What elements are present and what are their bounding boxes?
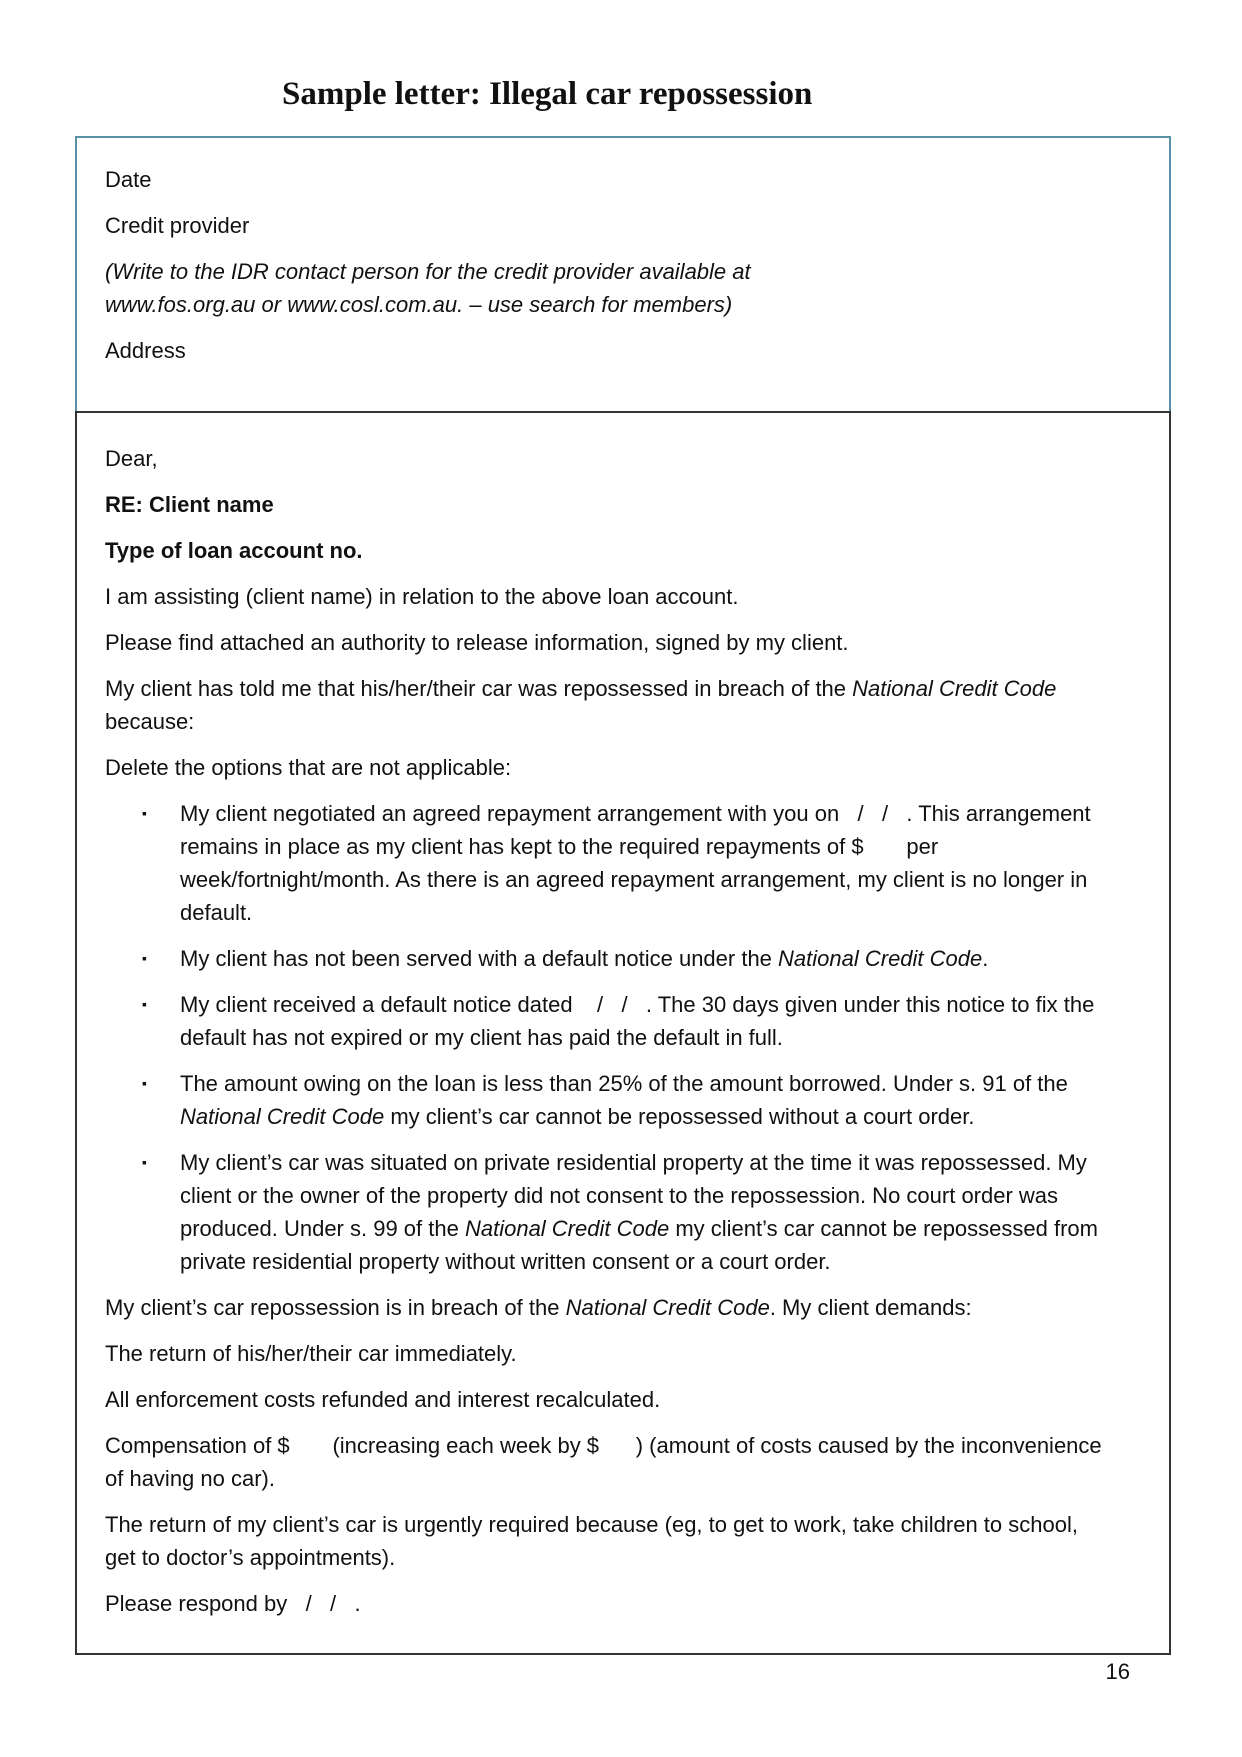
date-line: Date: [105, 167, 152, 192]
code-reference: National Credit Code: [565, 1295, 770, 1320]
respond-by-line: Please respond by / / .: [105, 1591, 361, 1616]
delete-options-instruction: Delete the options that are not applicable:: [105, 755, 512, 780]
bullet-marker: ▪: [142, 1075, 147, 1091]
compensation-line-2: of having no car).: [105, 1466, 275, 1491]
breach-text-a: My client’s car repossession is in breach of the: [105, 1295, 566, 1320]
bullet-5-line-3: [180, 1212, 1140, 1245]
bullet-2-text: My client has not been served with a default notice under the: [180, 946, 779, 971]
breach-text-b: . My client demands:: [769, 1295, 972, 1320]
authority-paragraph: Please find attached an authority to release information, signed by my client.: [105, 630, 849, 655]
bullet-5-text-b: my client’s car cannot be repossessed from: [669, 1216, 1098, 1241]
bullet-marker: ▪: [142, 950, 147, 966]
told-paragraph-line-1: [105, 672, 1145, 705]
bullet-3-line-2: default has not expired or my client has paid the default in full.: [180, 1025, 783, 1050]
credit-provider-line: Credit provider: [105, 213, 250, 238]
compensation-line-1: Compensation of $ (increasing each week by $ ) (amount of costs caused by the inconvenience: [105, 1433, 1102, 1458]
told-text: My client has told me that his/her/their car was repossessed in breach of the: [105, 676, 853, 701]
urgent-line-2: get to doctor’s appointments).: [105, 1545, 396, 1570]
bullet-2-end: .: [982, 946, 989, 971]
told-paragraph-line-2: because:: [105, 709, 195, 734]
idr-note-line-2: www.fos.org.au or www.cosl.com.au. – use search for members): [105, 292, 733, 317]
bullet-4-line-1: The amount owing on the loan is less than 25% of the amount borrowed. Under s. 91 of the: [180, 1071, 1068, 1096]
code-reference: National Credit Code: [778, 946, 983, 971]
bullet-4-text: my client’s car cannot be repossessed without a court order.: [384, 1104, 975, 1129]
bullet-3-line-1: My client received a default notice dated / / . The 30 days given under this notice to fix the: [180, 992, 1095, 1017]
salutation: Dear,: [105, 446, 158, 471]
bullet-5-line-4: private residential property without written consent or a court order.: [180, 1249, 831, 1274]
address-line: Address: [105, 338, 186, 363]
code-reference: National Credit Code: [180, 1104, 385, 1129]
bullet-marker: ▪: [142, 1154, 147, 1170]
urgent-line-1: The return of my client’s car is urgently required because (eg, to get to work, take children to school,: [105, 1512, 1078, 1537]
code-reference: National Credit Code: [464, 1216, 670, 1241]
page-title: Sample letter: Illegal car repossession: [282, 76, 813, 112]
bullet-5-line-1: My client’s car was situated on private residential property at the time it was repossessed. My: [180, 1150, 1087, 1175]
bullet-1-line-3: week/fortnight/month. As there is an agreed repayment arrangement, my client is no longer in: [180, 867, 1088, 892]
demand-return: The return of his/her/their car immediately.: [105, 1341, 517, 1366]
bullet-5-text-a: produced. Under s. 99 of the: [180, 1216, 465, 1241]
code-reference: National Credit Code: [852, 676, 1057, 701]
bullet-marker: ▪: [142, 996, 147, 1012]
demand-costs: All enforcement costs refunded and interest recalculated.: [105, 1387, 661, 1412]
loan-account-line: Type of loan account no.: [105, 538, 363, 563]
bullet-1-line-4: default.: [180, 900, 253, 925]
bullet-4-line-2: [180, 1100, 1140, 1133]
re-client-name: RE: Client name: [105, 492, 274, 517]
page-number: 16: [1105, 1659, 1130, 1684]
bullet-5-line-2: client or the owner of the property did not consent to the repossession. No court order was: [180, 1183, 1059, 1208]
idr-note-line-1: (Write to the IDR contact person for the credit provider available at: [105, 259, 751, 284]
bullet-2-line-1: [180, 942, 1140, 975]
bullet-1-line-1: My client negotiated an agreed repayment arrangement with you on / / . This arrangement: [180, 801, 1091, 826]
assisting-paragraph: I am assisting (client name) in relation to the above loan account.: [105, 584, 739, 609]
breach-paragraph: [105, 1291, 1145, 1324]
bullet-1-line-2: remains in place as my client has kept to the required repayments of $ per: [180, 834, 939, 859]
bullet-marker: ▪: [142, 805, 147, 821]
